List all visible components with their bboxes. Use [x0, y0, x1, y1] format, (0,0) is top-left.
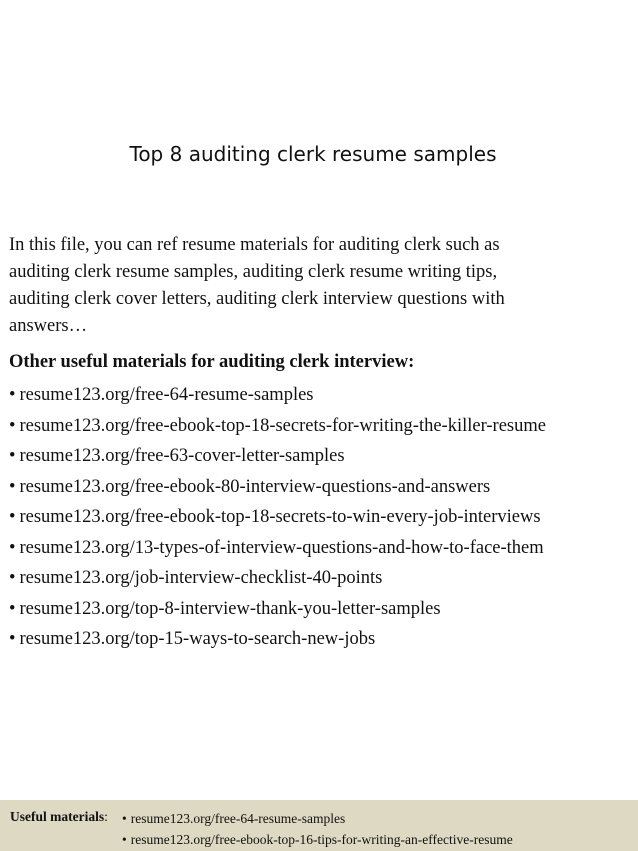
bullet: • [9, 385, 16, 405]
bullet: • [9, 476, 16, 497]
list-item [9, 502, 546, 533]
bullet: • [9, 415, 16, 436]
list-item [9, 441, 546, 472]
page-title [0, 142, 638, 166]
materials-heading: Other useful materials for auditing clerk interview: [9, 352, 415, 372]
intro-paragraph [9, 232, 634, 340]
bullet: • [9, 568, 16, 588]
resource-link[interactable]: resume123.org/free-ebook-top-18-secrets-to-win-every-job-interviews [19, 507, 541, 527]
bullet: • [122, 811, 127, 826]
resource-link[interactable]: resume123.org/top-15-ways-to-search-new-jobs [19, 629, 376, 649]
resource-link[interactable]: resume123.org/free-64-resume-samples [19, 385, 314, 405]
footer-list-item [122, 808, 513, 829]
resource-link[interactable]: resume123.org/job-interview-checklist-40-points [19, 568, 383, 588]
footer-colon: : [104, 809, 108, 824]
list-item [9, 563, 546, 594]
page-title-text: Top 8 auditing clerk resume samples [129, 142, 497, 166]
footer-label [10, 809, 108, 825]
intro-line: auditing clerk cover letters, auditing clerk interview questions with [9, 289, 505, 309]
intro-line: answers… [9, 316, 88, 336]
bullet: • [9, 537, 16, 558]
bullet: • [122, 832, 127, 847]
footer-label-text: Useful materials [10, 809, 105, 824]
footer-link[interactable]: resume123.org/free-ebook-top-16-tips-for-writing-an-effective-resume [130, 832, 513, 847]
footer-link-list [122, 808, 513, 850]
bullet: • [9, 446, 16, 466]
list-item [9, 411, 546, 442]
footer-bar [0, 800, 638, 851]
footer-link[interactable]: resume123.org/free-64-resume-samples [130, 811, 346, 826]
list-item [9, 624, 546, 655]
bullet: • [9, 629, 16, 649]
materials-link-list [9, 380, 546, 655]
footer-list-item [122, 829, 513, 850]
resource-link[interactable]: resume123.org/13-types-of-interview-questions-and-how-to-face-them [19, 537, 544, 558]
list-item [9, 533, 546, 564]
bullet: • [9, 598, 16, 619]
list-item [9, 380, 546, 411]
intro-line: In this file, you can ref resume materials for auditing clerk such as [9, 235, 500, 255]
intro-line: auditing clerk resume samples, auditing clerk resume writing tips, [9, 262, 498, 282]
resource-link[interactable]: resume123.org/free-ebook-top-18-secrets-for-writing-the-killer-resume [19, 415, 546, 436]
bullet: • [9, 507, 16, 527]
list-item [9, 594, 546, 625]
resource-link[interactable]: resume123.org/free-63-cover-letter-samples [19, 446, 345, 466]
resource-link[interactable]: resume123.org/top-8-interview-thank-you-letter-samples [19, 598, 441, 619]
resource-link[interactable]: resume123.org/free-ebook-80-interview-questions-and-answers [19, 476, 491, 497]
list-item [9, 472, 546, 503]
